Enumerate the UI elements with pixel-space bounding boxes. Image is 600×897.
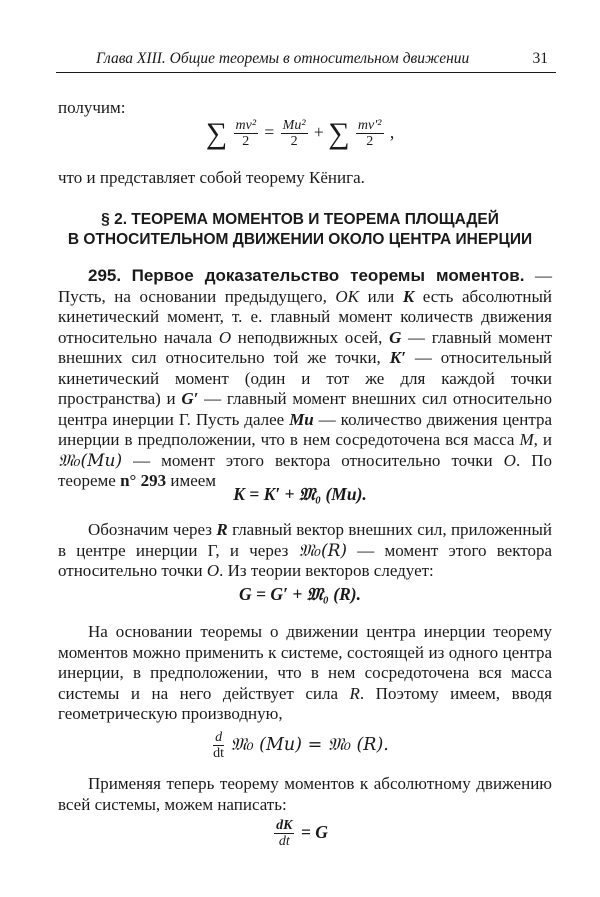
article-number: 295. [88,266,122,285]
equation-2: G = G′ + 𝔐₀ (R). [239,584,361,604]
equation-3: $\frac{d}{dt}$ 𝔐₀ (Mu) = 𝔐₀ (R). [213,730,389,761]
intro-conclusion: что и представляет собой теорему Кёнига. [58,168,365,187]
paragraph-2: Обозначим через R главный вектор внешних сил, приложенный в центре инерции Γ, и через 𝔐₀(R) — момент этого вектора относительно точки O. Из теории векторов следует: [58,520,553,580]
derivative-d-dt: $\frac{d}{dt}$ [213,730,225,761]
article-title: Первое доказательство теоремы моментов. [131,266,525,285]
koenig-formula: ∑ $\frac{\text{mv²}}{2}$ = $\frac{\text{Mu²}}{2}$ + ∑ $\frac{\text{mv′²}}{2}$ , [205,117,395,150]
intro-lead: получим: [58,98,126,117]
section-heading: § 2. ТЕОРЕМА МОМЕНТОВ И ТЕОРЕМА ПЛОЩАДЕЙ В ОТНОСИТЕЛЬНОМ ДВИЖЕНИИ ОКОЛО ЦЕНТРА ИНЕРЦИИ [67,211,533,248]
equation-4: $\frac{dK}{dt}$ = G [276,818,328,849]
page-number: 31 [532,50,548,67]
fraction-mv2: $\frac{\text{mv²}}{2}$ [235,118,257,149]
sum-sign: ∑ [205,117,228,150]
chapter-title: Глава XIII. Общие теоремы в относительном движении [96,50,470,67]
paragraph-3: На основании теоремы о движении центра инерции теорему моментов можно применить к системе, состоящей из одного центра инерции, в предположении, что в нем сосредоточена вся масса системы и на него действует сила R. Поэтому имеем, вводя геометрическую производную, [58,622,552,723]
fraction-mu2: $\frac{\text{Mu²}}{2}$ [282,118,306,149]
paragraph-1: 295. Первое доказательство теоремы моментов. — Пусть, на основании предыдущего, OK или K есть абсолютный кинетический момент, т. е. главный момент количеств движения относительно начала O неподвижных осей, G — главный момент внешних сил относительно той же точки, K′ — относительный кинетический момент (один и тот же для каждой точки пространства) и G′ — главный момент внешних сил относительно центра инерции Γ. Пусть далее Mu — количество движения центра инерции в предположении, что в нем сосредоточена вся масса M, и 𝔐₀(Mu) — момент этого вектора относительно точки O. По теореме n° 293 имеем [58,266,553,490]
sum-sign: ∑ [328,117,350,150]
running-header [56,48,556,73]
paragraph-4: Применяя теперь теорему моментов к абсолютному движению всей системы, можем написать: [58,774,552,814]
fraction-mv-prime2: $\frac{\text{mv′²}}{2}$ [357,118,382,149]
derivative-dK-dt: $\frac{dK}{dt}$ [276,818,293,849]
equation-1: K = K′ + 𝔐₀ (Mu). [233,484,367,504]
